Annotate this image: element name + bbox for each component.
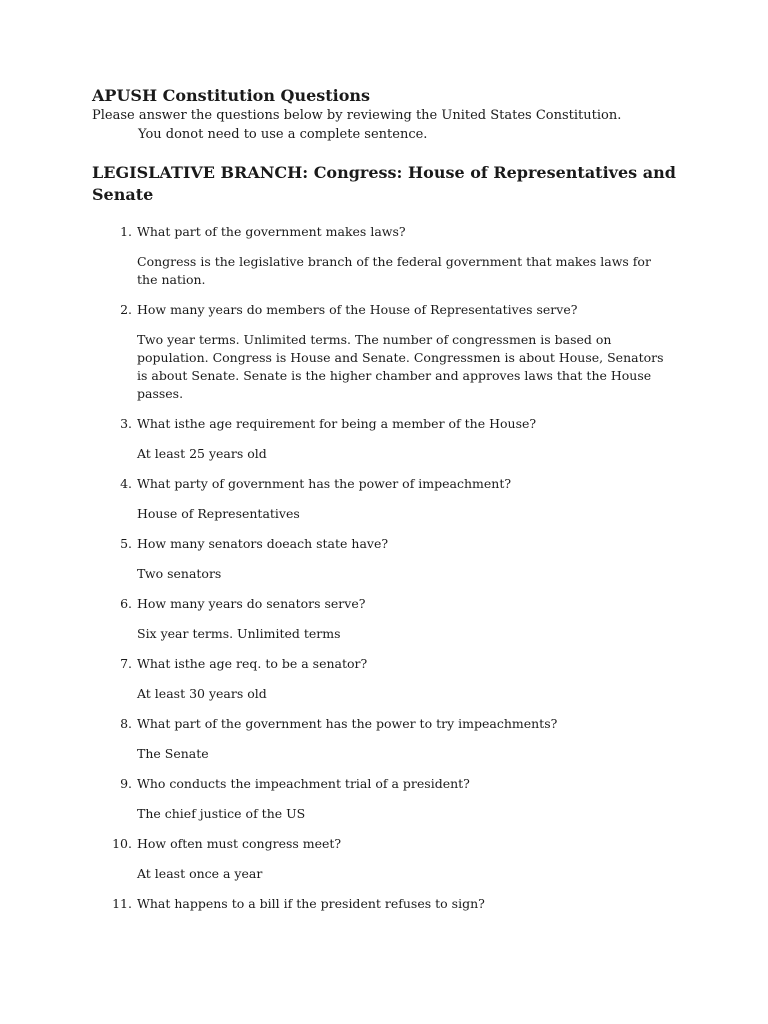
document-title: APUSH Constitution Questions xyxy=(92,86,371,105)
answer-text: Two senators xyxy=(137,566,222,581)
answer-text: The Senate xyxy=(137,746,209,761)
question-text: What party of government has the power of impeachment? xyxy=(137,476,512,491)
question-list xyxy=(92,223,692,913)
answer-text: Two year terms. Unlimited terms. The number of congressmen is based on population. Congress is House and Senate. Congressmen is about House, Senators is about Senate. Senate is the higher chamber and approves laws that the House passes. xyxy=(137,332,664,401)
question-item xyxy=(92,655,692,703)
question-item xyxy=(92,775,692,823)
answer-text: At least once a year xyxy=(137,866,263,881)
question-text: How many years do senators serve? xyxy=(137,596,366,611)
question-text: What happens to a bill if the president refuses to sign? xyxy=(137,896,485,911)
question-text: What part of the government has the power to try impeachments? xyxy=(137,716,558,731)
question-text: What part of the government makes laws? xyxy=(137,224,406,239)
question-text: How many senators doeach state have? xyxy=(137,536,389,551)
question-number: 2. xyxy=(120,302,132,317)
question-number: 5. xyxy=(120,536,132,551)
question-item xyxy=(92,415,692,463)
question-item xyxy=(92,301,692,403)
question-text: How many years do members of the House of Representatives serve? xyxy=(137,302,578,317)
question-item xyxy=(92,535,692,583)
question-item xyxy=(92,715,692,763)
answer-text: Six year terms. Unlimited terms xyxy=(137,626,341,641)
question-item xyxy=(92,595,692,643)
answer-text: House of Representatives xyxy=(137,506,300,521)
question-number: 6. xyxy=(120,596,132,611)
question-number: 7. xyxy=(120,656,132,671)
section-heading xyxy=(92,162,692,206)
question-item xyxy=(92,835,692,883)
question-text: How often must congress meet? xyxy=(137,836,342,851)
section-heading-line-2: Senate xyxy=(92,185,154,204)
question-item xyxy=(92,895,692,913)
question-number: 3. xyxy=(120,416,132,431)
answer-text: Congress is the legislative branch of the federal government that makes laws for the nation. xyxy=(137,254,651,287)
answer-text: At least 25 years old xyxy=(137,446,267,461)
question-number: 4. xyxy=(120,476,132,491)
question-text: What isthe age requirement for being a member of the House? xyxy=(137,416,537,431)
answer-text: At least 30 years old xyxy=(137,686,267,701)
intro-line-2: You donot need to use a complete sentence. xyxy=(138,127,428,142)
question-number: 1. xyxy=(120,224,132,239)
question-number: 8. xyxy=(120,716,132,731)
question-number: 11. xyxy=(112,896,132,911)
question-text: What isthe age req. to be a senator? xyxy=(137,656,368,671)
question-number: 9. xyxy=(120,776,132,791)
question-item xyxy=(92,475,692,523)
question-item xyxy=(92,223,692,289)
question-text: Who conducts the impeachment trial of a president? xyxy=(137,776,470,791)
answer-text: The chief justice of the US xyxy=(137,806,306,821)
section-heading-line-1: LEGISLATIVE BRANCH: Congress: House of Representatives and xyxy=(92,163,676,182)
intro-line-1: Please answer the questions below by reviewing the United States Constitution. xyxy=(92,108,622,123)
document-page xyxy=(92,86,692,925)
question-number: 10. xyxy=(112,836,132,851)
